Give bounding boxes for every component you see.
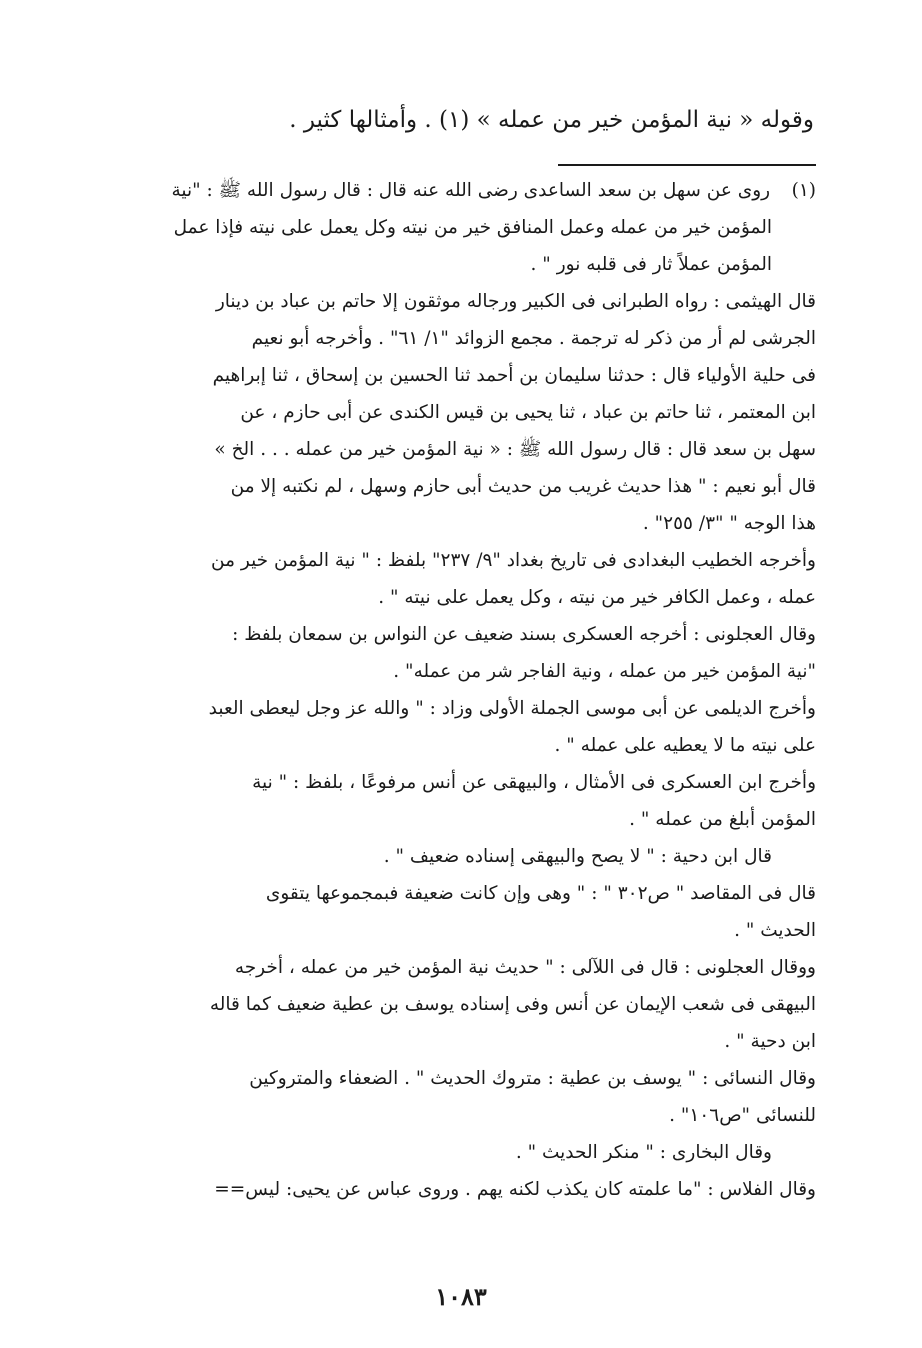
footnote-line: "نية المؤمن خير من عمله ، ونية الفاجر شر من عمله" . <box>393 661 816 682</box>
footnote-separator <box>558 164 816 166</box>
footnote-line: للنسائى "ص١٠٦" . <box>669 1105 816 1126</box>
footnotes-block <box>104 172 816 1208</box>
footnote-line: وأخرجه الخطيب البغدادى فى تاريخ بغداد "٩/ ٢٣٧" بلفظ : " نية المؤمن خير من <box>211 550 816 571</box>
footnote-line: المؤمن عملاً ثار فى قلبه نور " . <box>530 254 772 275</box>
footnote-line: قال الهيثمى : رواه الطبرانى فى الكبير ورجاله موثقون إلا حاتم بن عباد بن دينار <box>215 291 816 312</box>
footnote-line <box>104 172 816 209</box>
footnote-line-text: روى عن سهل بن سعد الساعدى رضى الله عنه قال : قال رسول الله ﷺ : "نية <box>171 180 771 201</box>
footnote-number: (١) <box>791 180 816 201</box>
footnote-line: على نيته ما لا يعطيه على عمله " . <box>554 735 816 756</box>
footnote-line: قال أبو نعيم : " هذا حديث غريب من حديث أبى حازم وسهل ، لم نكتبه إلا من <box>230 476 816 497</box>
footnote-line: ابن المعتمر ، ثنا حاتم بن عباد ، ثنا يحيى بن قيس الكندى عن أبى حازم ، عن <box>240 402 816 423</box>
footnote-line: المؤمن أبلغ من عمله " . <box>629 809 816 830</box>
footnote-line: هذا الوجه " "٣/ ٢٥٥" . <box>642 513 816 534</box>
footnote-line: وقال النسائى : " يوسف بن عطية : متروك الحديث " . الضعفاء والمتروكين <box>249 1068 816 1089</box>
footnote-line: وأخرج ابن العسكرى فى الأمثال ، والبيهقى عن أنس مرفوعًا ، بلفظ : " نية <box>252 772 816 793</box>
footnote-line: الجرشى لم أر من ذكر له ترجمة . مجمع الزوائد "١/ ٦١" . وأخرجه أبو نعيم <box>251 328 816 349</box>
footnote-line: وقال البخارى : " منكر الحديث " . <box>515 1142 772 1163</box>
footnote-line: عمله ، وعمل الكافر خير من نيته ، وكل يعمل على نيته " . <box>378 587 816 608</box>
footnote-line: وأخرج الديلمى عن أبى موسى الجملة الأولى وزاد : " والله عز وجل ليعطى العبد <box>208 698 816 719</box>
footnote-line: الحديث " . <box>734 920 816 941</box>
page-number: ١٠٨٣ <box>435 1282 487 1311</box>
footnote-line: قال ابن دحية : " لا يصح والبيهقى إسناده ضعيف " . <box>383 846 772 867</box>
footnote-line: ابن دحية " . <box>724 1031 816 1052</box>
footnote-line: وقال العجلونى : أخرجه العسكرى بسند ضعيف عن النواس بن سمعان بلفظ : <box>232 624 816 645</box>
footnote-line: فى حلية الأولياء قال : حدثنا سليمان بن أحمد ثنا الحسين بن إسحاق ، ثنا إبراهيم <box>212 365 816 386</box>
footnote-line: ووقال العجلونى : قال فى اللآلى : " حديث نية المؤمن خير من عمله ، أخرجه <box>234 957 816 978</box>
footnote-line: وقال الفلاس : "ما علمته كان يكذب لكنه يهم . وروى عباس عن يحيى: ليس== <box>214 1179 816 1200</box>
footnote-line: سهل بن سعد قال : قال رسول الله ﷺ : « نية المؤمن خير من عمله . . . الخ » <box>214 439 816 460</box>
main-text-line: وقوله « نية المؤمن خير من عمله » (١) . وأمثالها كثير . <box>289 107 814 133</box>
footnote-line: البيهقى فى شعب الإيمان عن أنس وفى إسناده يوسف بن عطية ضعيف كما قاله <box>209 994 816 1015</box>
footnote-line: قال فى المقاصد " ص٣٠٢ " : " وهى وإن كانت ضعيفة فبمجموعها يتقوى <box>265 883 816 904</box>
footnote-line: المؤمن خير من عمله وعمل المنافق خير من نيته وكل يعمل على نيته فإذا عمل <box>173 217 772 238</box>
